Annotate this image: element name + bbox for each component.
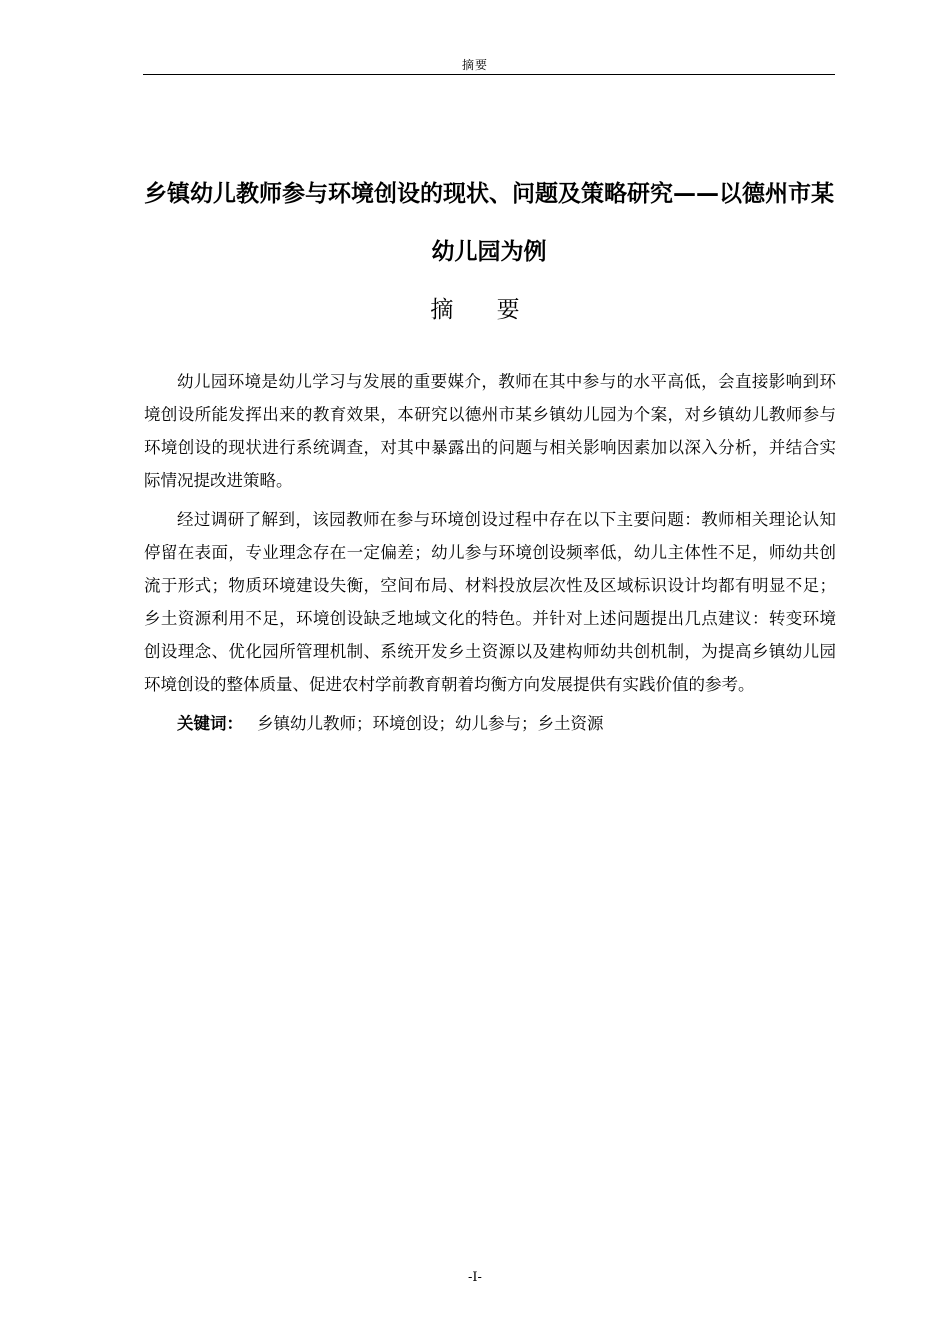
abstract-body	[144, 365, 836, 746]
keywords-label: 关键词：	[177, 714, 243, 733]
abstract-heading: 摘 要	[430, 297, 538, 323]
running-header: 摘要	[461, 58, 488, 72]
keywords-value: 乡镇幼儿教师；环境创设；幼儿参与；乡土资源	[257, 714, 604, 733]
document-title: 乡镇幼儿教师参与环境创设的现状、问题及策略研究——以德州市某幼儿园为例	[144, 181, 834, 265]
header-rule	[143, 74, 835, 75]
abstract-paragraph-1: 幼儿园环境是幼儿学习与发展的重要媒介，教师在其中参与的水平高低，会直接影响到环境创设所能发挥出来的教育效果，本研究以德州市某乡镇幼儿园为个案，对乡镇幼儿教师参与环境创设的现状进行系统调查，对其中暴露出的问题与相关影响因素加以深入分析，并结合实际情况提改进策略。	[144, 372, 836, 490]
page-number: -I-	[468, 1270, 482, 1285]
abstract-paragraph-2: 经过调研了解到，该园教师在参与环境创设过程中存在以下主要问题：教师相关理论认知停留在表面，专业理念存在一定偏差；幼儿参与环境创设频率低，幼儿主体性不足，师幼共创流于形式；物质环境建设失衡，空间布局、材料投放层次性及区域标识设计均都有明显不足；乡土资源利用不足，环境创设缺乏地域文化的特色。并针对上述问题提出几点建议：转变环境创设理念、优化园所管理机制、系统开发乡土资源以及建构师幼共创机制，为提高乡镇幼儿园环境创设的整体质量、促进农村学前教育朝着均衡方向发展提供有实践价值的参考。	[144, 510, 836, 694]
keywords-line	[144, 707, 836, 740]
